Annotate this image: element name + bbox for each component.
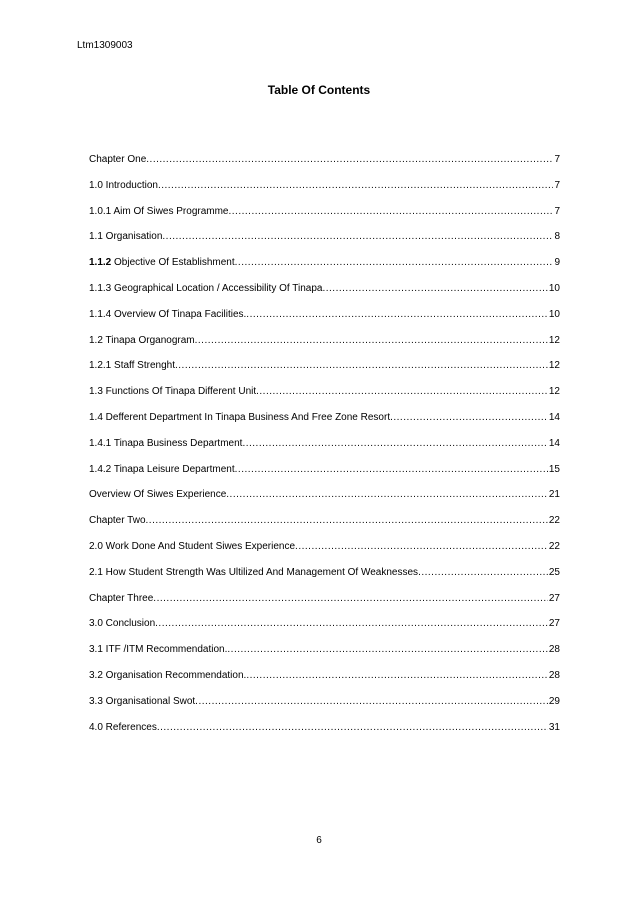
toc-entry-page: 9 bbox=[554, 257, 560, 269]
toc-entry-label bbox=[89, 154, 146, 165]
toc-entry-text: 1.1.3 Geographical Location / Accessibility Of Tinapa bbox=[89, 282, 323, 294]
toc-entry-label bbox=[89, 722, 157, 733]
toc-entry-text: 1.0.1 Aim Of Siwes Programme bbox=[89, 205, 229, 217]
toc-entry-page: 15 bbox=[548, 463, 560, 475]
toc-entry-label bbox=[89, 515, 146, 526]
toc-entry-text: 1.1.4 Overview Of Tinapa Facilities. bbox=[89, 308, 247, 320]
toc-dot-leader bbox=[195, 335, 548, 346]
toc-dot-leader bbox=[235, 257, 554, 268]
document-id: Ltm1309003 bbox=[77, 40, 133, 51]
toc-entry-page: 21 bbox=[548, 489, 560, 501]
toc-entry-text: 3.1 ITF /ITM Recommendation. bbox=[89, 644, 228, 656]
toc-entry-label bbox=[89, 180, 158, 191]
toc-dot-leader bbox=[155, 618, 548, 629]
toc-dot-leader bbox=[175, 360, 548, 371]
toc-entry-label bbox=[89, 567, 418, 578]
toc-entry-page: 27 bbox=[548, 592, 560, 604]
toc-entry-page: 28 bbox=[548, 669, 560, 681]
toc-entry-label bbox=[89, 335, 195, 346]
toc-entry-page: 25 bbox=[548, 566, 560, 578]
toc-dot-leader bbox=[195, 696, 548, 707]
toc-entry[interactable] bbox=[89, 618, 560, 644]
toc-entry-text: Objective Of Establishment bbox=[111, 257, 235, 269]
toc-entry[interactable] bbox=[89, 257, 560, 283]
toc-entry-number: 1.1.2 bbox=[89, 257, 112, 269]
toc-dot-leader bbox=[227, 644, 547, 655]
toc-entry-label bbox=[89, 360, 175, 371]
toc-entry-page: 7 bbox=[554, 154, 560, 165]
toc-entry[interactable] bbox=[89, 515, 560, 541]
toc-entry[interactable] bbox=[89, 283, 560, 309]
toc-entry-text: 3.3 Organisational Swot bbox=[89, 695, 196, 707]
toc-entry[interactable] bbox=[89, 206, 560, 232]
toc-entry-page: 28 bbox=[548, 644, 560, 656]
toc-entry-text: 1.1 Organisation bbox=[89, 231, 163, 243]
toc-entry[interactable] bbox=[89, 180, 560, 206]
toc-dot-leader bbox=[242, 438, 547, 449]
toc-entry[interactable] bbox=[89, 231, 560, 257]
toc-dot-leader bbox=[158, 180, 554, 191]
toc-entry-label bbox=[89, 283, 322, 294]
toc-entry-label bbox=[89, 464, 235, 475]
toc-entry-page: 29 bbox=[548, 695, 560, 707]
toc-entry-label bbox=[89, 541, 295, 552]
toc-dot-leader bbox=[235, 464, 548, 475]
toc-entry-label bbox=[89, 670, 246, 681]
toc-entry-text: 1.4.1 Tinapa Business Department bbox=[89, 437, 243, 449]
toc-entry-page: 10 bbox=[548, 308, 560, 320]
page-title: Table Of Contents bbox=[267, 83, 371, 97]
page-number: 6 bbox=[316, 835, 322, 846]
table-of-contents bbox=[89, 154, 560, 747]
toc-entry-text: 4.0 References bbox=[89, 721, 157, 733]
toc-entry[interactable] bbox=[89, 644, 560, 670]
toc-entry-label bbox=[89, 593, 153, 604]
toc-entry-text: Chapter Three bbox=[89, 592, 154, 604]
toc-entry-label bbox=[89, 386, 256, 397]
toc-dot-leader bbox=[146, 515, 548, 526]
toc-entry-text: 2.1 How Student Strength Was Ultilized And Management Of Weaknesses bbox=[89, 566, 419, 578]
toc-dot-leader bbox=[295, 541, 548, 552]
toc-entry-page: 10 bbox=[548, 282, 560, 294]
toc-dot-leader bbox=[246, 670, 548, 681]
toc-entry-text: Overview Of Siwes Experience bbox=[89, 489, 227, 501]
toc-entry-page: 7 bbox=[554, 205, 560, 217]
toc-entry-label bbox=[89, 412, 390, 423]
toc-entry[interactable] bbox=[89, 360, 560, 386]
toc-entry-page: 14 bbox=[548, 411, 560, 423]
toc-entry[interactable] bbox=[89, 567, 560, 593]
toc-entry-page: 7 bbox=[554, 179, 560, 191]
toc-dot-leader bbox=[146, 154, 553, 165]
toc-entry[interactable] bbox=[89, 464, 560, 490]
toc-entry[interactable] bbox=[89, 593, 560, 619]
toc-entry-label bbox=[89, 618, 155, 629]
toc-entry-text: 2.0 Work Done And Student Siwes Experience bbox=[89, 540, 296, 552]
toc-entry[interactable] bbox=[89, 412, 560, 438]
toc-dot-leader bbox=[153, 593, 548, 604]
toc-entry-text: 1.4.2 Tinapa Leisure Department bbox=[89, 463, 235, 475]
toc-entry[interactable] bbox=[89, 541, 560, 567]
toc-entry-label bbox=[89, 206, 229, 217]
toc-entry[interactable] bbox=[89, 438, 560, 464]
toc-entry-text: 1.4 Defferent Department In Tinapa Business And Free Zone Resort bbox=[89, 411, 391, 423]
toc-entry-page: 27 bbox=[548, 618, 560, 630]
toc-entry-label bbox=[89, 438, 242, 449]
toc-entry[interactable] bbox=[89, 335, 560, 361]
toc-entry-label bbox=[89, 696, 195, 707]
toc-dot-leader bbox=[246, 309, 548, 320]
toc-entry-text: 1.2.1 Staff Strenght bbox=[89, 360, 175, 372]
toc-entry-label bbox=[89, 489, 226, 500]
toc-entry-text: Chapter One bbox=[89, 154, 147, 165]
toc-dot-leader bbox=[390, 412, 548, 423]
toc-entry-text: 1.2 Tinapa Organogram bbox=[89, 334, 195, 346]
toc-dot-leader bbox=[229, 206, 554, 217]
toc-entry-text: 1.3 Functions Of Tinapa Different Unit bbox=[89, 386, 257, 398]
toc-entry[interactable] bbox=[89, 489, 560, 515]
toc-entry-page: 12 bbox=[548, 334, 560, 346]
toc-entry-page: 22 bbox=[548, 540, 560, 552]
toc-entry-label bbox=[89, 309, 246, 320]
toc-dot-leader bbox=[322, 283, 547, 294]
toc-entry-page: 14 bbox=[548, 437, 560, 449]
toc-entry[interactable] bbox=[89, 154, 560, 180]
toc-entry-page: 8 bbox=[554, 231, 560, 243]
toc-dot-leader bbox=[256, 386, 548, 397]
toc-entry-text: 1.0 Introduction bbox=[89, 179, 158, 191]
toc-entry-page: 22 bbox=[548, 515, 560, 527]
toc-entry-page: 31 bbox=[548, 721, 560, 733]
toc-dot-leader bbox=[418, 567, 548, 578]
toc-entry[interactable] bbox=[89, 386, 560, 412]
toc-entry[interactable] bbox=[89, 696, 560, 722]
toc-entry[interactable] bbox=[89, 670, 560, 696]
toc-dot-leader bbox=[226, 489, 548, 500]
toc-entry-label bbox=[89, 644, 227, 655]
toc-dot-leader bbox=[157, 722, 548, 733]
toc-entry-page: 12 bbox=[548, 360, 560, 372]
toc-entry[interactable] bbox=[89, 722, 560, 748]
toc-entry-page: 12 bbox=[548, 386, 560, 398]
toc-entry-text: Chapter Two bbox=[89, 515, 146, 527]
toc-dot-leader bbox=[162, 231, 553, 242]
toc-entry[interactable] bbox=[89, 309, 560, 335]
toc-entry-label bbox=[89, 257, 235, 268]
toc-entry-text: 3.0 Conclusion bbox=[89, 618, 156, 630]
toc-entry-text: 3.2 Organisation Recommendation. bbox=[89, 669, 247, 681]
toc-entry-label bbox=[89, 231, 162, 242]
